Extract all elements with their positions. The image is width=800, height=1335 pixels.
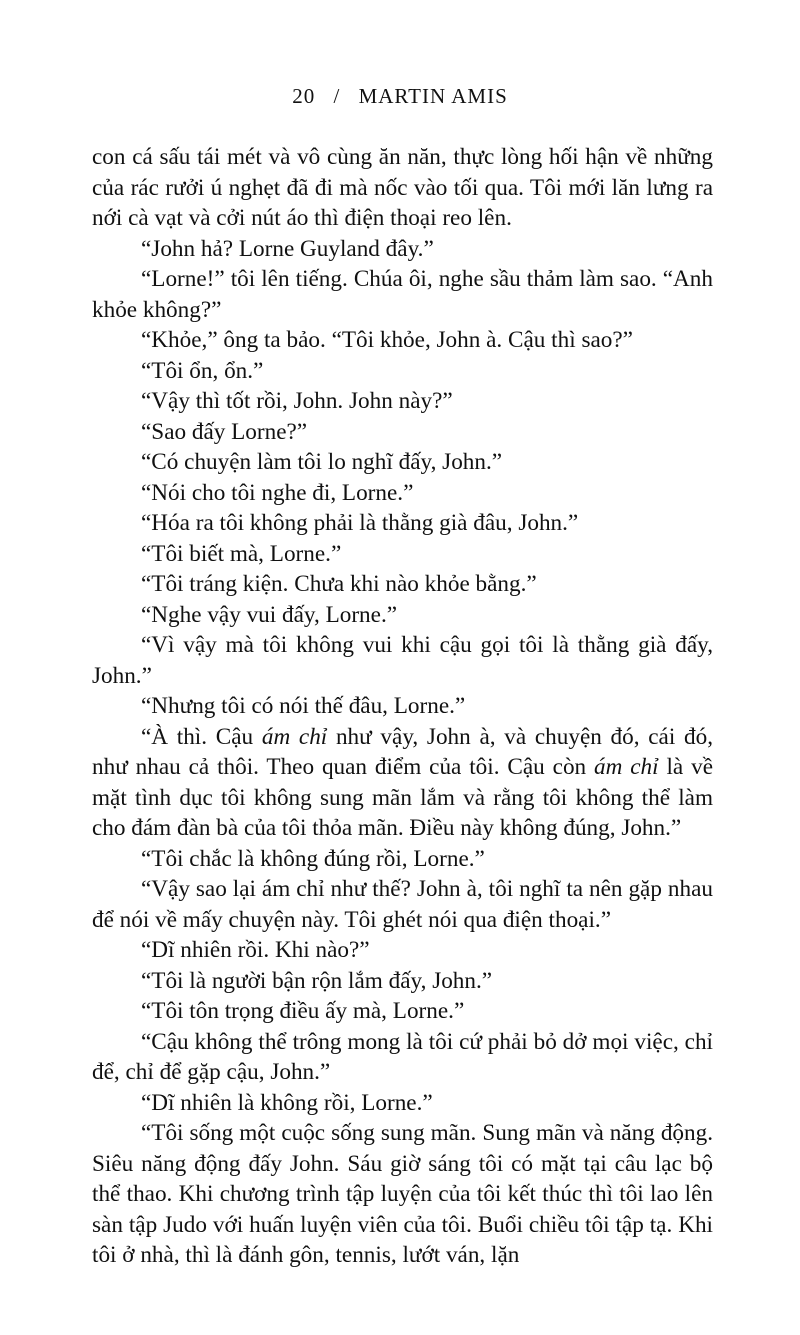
author-name: MARTIN AMIS	[358, 84, 508, 108]
paragraph-20: “Tôi là người bận rộn lắm đấy, John.”	[141, 967, 493, 994]
italic-emphasis: ám chỉ	[594, 754, 659, 780]
paragraph-16: “À thì. Cậu ám chỉ như vậy, John à, và chuyện đó, cái đó, như nhau cả thôi. Theo quan điểm của tôi. Cậu còn ám chỉ là về mặt tình dục tôi không sung mãn lắm và rằng tôi không thể làm cho đám đàn bà của tôi thỏa mãn. Điều này không đúng, John.”	[92, 723, 713, 841]
paragraph-12: “Tôi tráng kiện. Chưa khi nào khỏe bằng.”	[141, 571, 537, 597]
paragraph-14: “Vì vậy mà tôi không vui khi cậu gọi tôi là thằng già đấy, John.”	[92, 632, 713, 689]
paragraph-10: “Hóa ra tôi không phải là thằng già đâu, John.”	[141, 510, 579, 536]
running-head	[0, 82, 800, 110]
paragraph-9: “Nói cho tôi nghe đi, Lorne.”	[141, 479, 414, 506]
paragraph-23: “Dĩ nhiên là không rồi, Lorne.”	[141, 1089, 433, 1116]
paragraph-24: “Tôi sống một cuộc sống sung mãn. Sung mãn và năng động. Siêu năng động đấy John. Sáu giờ sáng tôi có mặt tại câu lạc bộ thể thao. Khi chương trình tập luyện của tôi kết thúc thì tôi lao lên sàn tập Judo với huấn luyện viên của tôi. Buổi chiều tôi tập tạ. Khi tôi ở nhà, thì là đánh gôn, tennis, lướt ván, lặn	[92, 1120, 713, 1268]
italic-emphasis: ám chỉ	[261, 723, 328, 750]
paragraph-19: “Dĩ nhiên rồi. Khi nào?”	[141, 937, 370, 963]
paragraph-8: “Có chuyện làm tôi lo nghĩ đấy, John.”	[141, 449, 503, 475]
paragraph-4: “Khỏe,” ông ta bảo. “Tôi khỏe, John à. Cậu thì sao?”	[141, 327, 633, 353]
paragraph-13: “Nghe vậy vui đấy, Lorne.”	[141, 601, 398, 628]
header-separator: /	[333, 84, 341, 108]
page-number: 20	[292, 84, 316, 108]
paragraph-15: “Nhưng tôi có nói thế đâu, Lorne.”	[141, 693, 466, 719]
paragraph-5: “Tôi ổn, ổn.”	[141, 357, 264, 384]
paragraph-6: “Vậy thì tốt rồi, John. John này?”	[141, 388, 453, 414]
paragraph-3: “Lorne!” tôi lên tiếng. Chúa ôi, nghe sầu thảm làm sao. “Anh khỏe không?”	[92, 266, 713, 323]
paragraph-21: “Tôi tôn trọng điều ấy mà, Lorne.”	[141, 998, 465, 1024]
paragraph-1: con cá sấu tái mét và vô cùng ăn năn, thực lòng hối hận về những của rác rưởi ú nghẹt đã đi mà nốc vào tối qua. Tôi mới lăn lưng ra nới cà vạt và cởi nút áo thì điện thoại reo lên.	[92, 144, 713, 231]
paragraph-7: “Sao đấy Lorne?”	[141, 418, 308, 445]
paragraph-22: “Cậu không thể trông mong là tôi cứ phải bỏ dở mọi việc, chỉ để, chỉ để gặp cậu, John.”	[92, 1028, 713, 1085]
paragraph-17: “Tôi chắc là không đúng rồi, Lorne.”	[141, 845, 485, 872]
paragraph-11: “Tôi biết mà, Lorne.”	[141, 540, 342, 567]
body-text	[92, 142, 713, 1271]
paragraph-18: “Vậy sao lại ám chỉ như thế? John à, tôi nghĩ ta nên gặp nhau để nói về mấy chuyện này. Tôi ghét nói qua điện thoại.”	[92, 876, 713, 933]
paragraph-2: “John hả? Lorne Guyland đây.”	[141, 235, 434, 262]
